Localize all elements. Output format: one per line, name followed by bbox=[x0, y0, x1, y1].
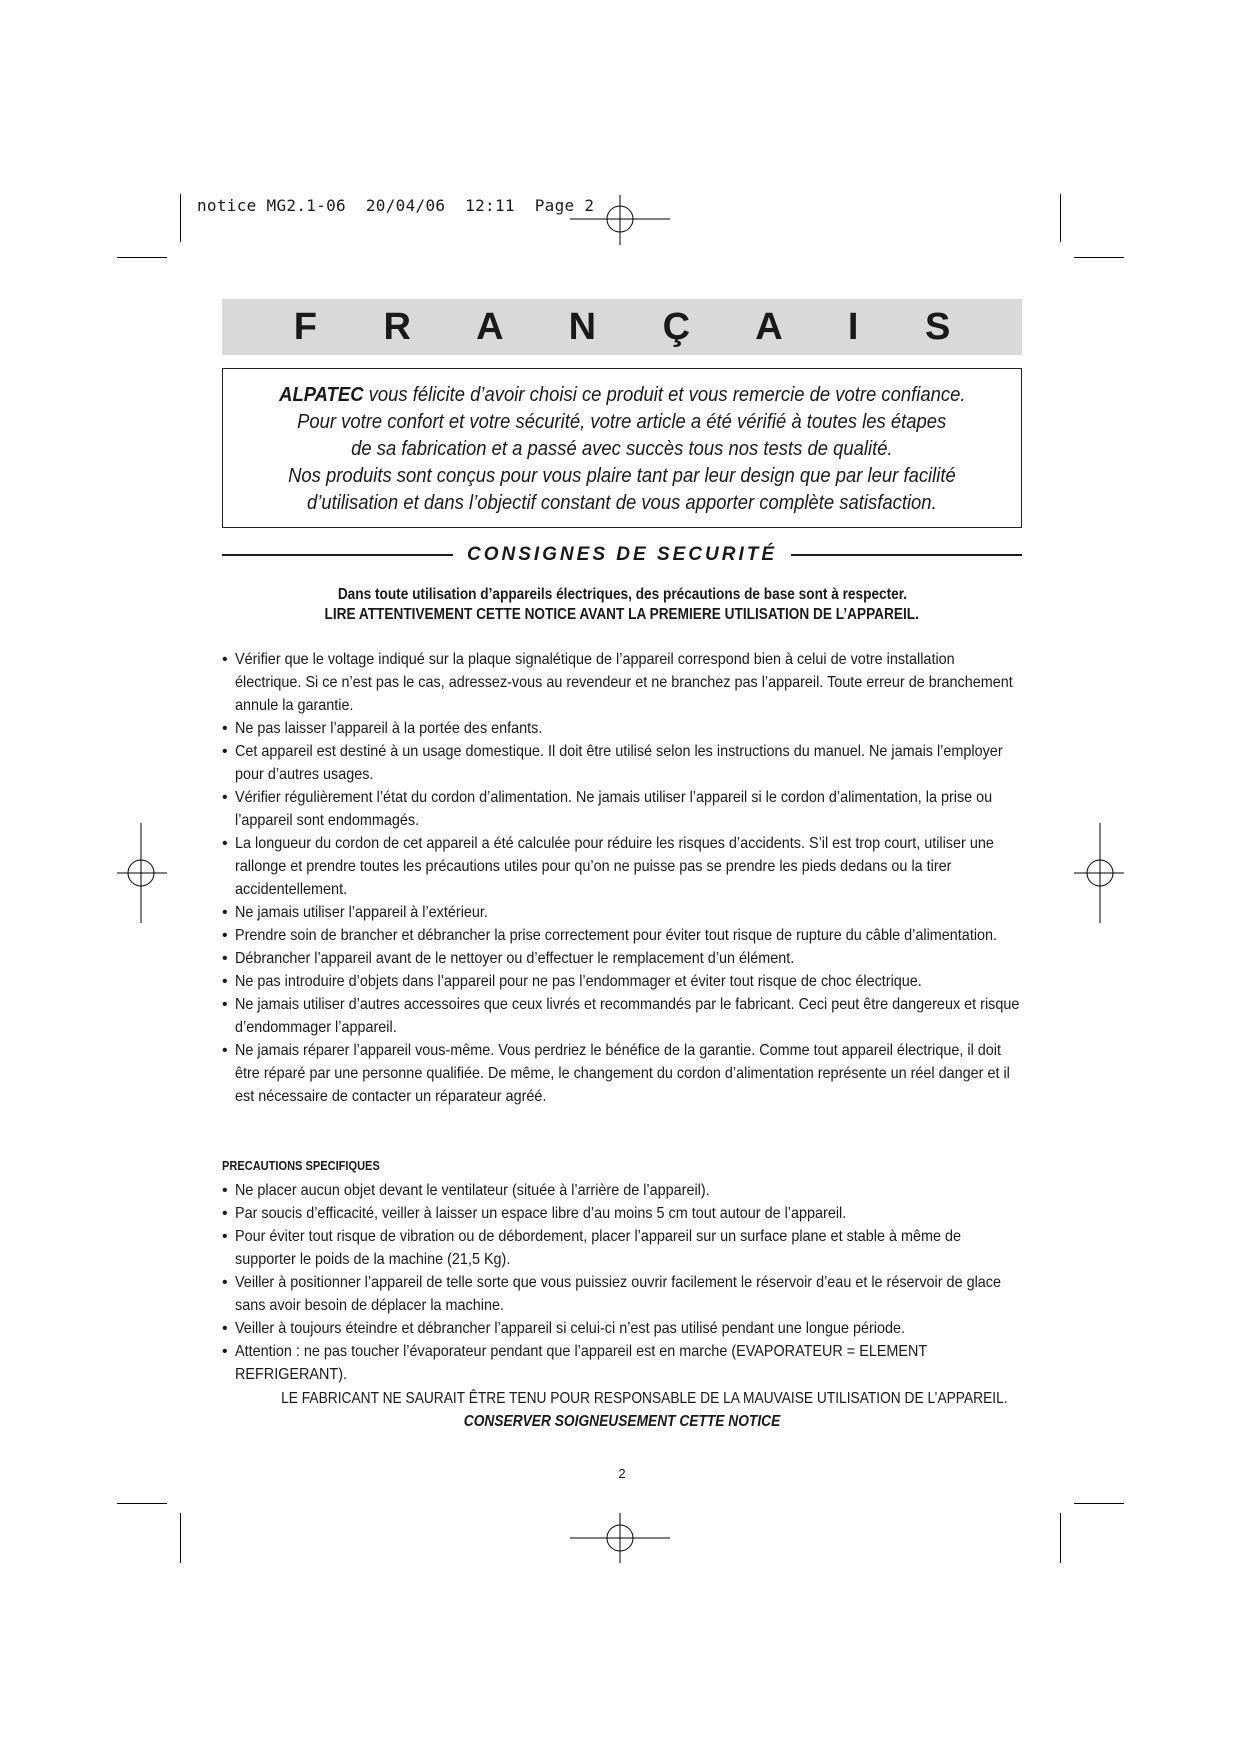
specific-precautions bbox=[222, 1154, 1022, 1386]
list-item: • Attention : ne pas toucher l’évaporateur pendant que l’appareil est en marche (EVAPORATEUR = ELEMENT REFRIGERANT). bbox=[222, 1340, 1022, 1386]
lead-text: LIRE ATTENTIVEMENT CETTE NOTICE AVANT LA PREMIERE UTILISATION DE L’APPAREIL. bbox=[324, 606, 920, 623]
list-item: • Ne placer aucun objet devant le ventilateur (située à l’arrière de l’appareil). bbox=[222, 1179, 1022, 1202]
specific-title: PRECAUTIONS SPECIFIQUES bbox=[222, 1158, 380, 1173]
keep-notice: CONSERVER SOIGNEUSEMENT CETTE NOTICE bbox=[463, 1413, 781, 1430]
language-title-bar bbox=[222, 299, 1022, 355]
section-heading bbox=[222, 540, 1022, 570]
crop-mark bbox=[1074, 257, 1124, 258]
crop-mark bbox=[180, 194, 181, 242]
divider bbox=[222, 554, 453, 556]
intro-line: de sa fabrication et a passé avec succès tous nos tests de qualité. bbox=[351, 436, 893, 460]
print-slug: notice MG2.1-06 20/04/06 12:11 Page 2 bbox=[197, 196, 595, 215]
registration-mark-right bbox=[1074, 823, 1124, 923]
page-title: F R A N Ç A I S bbox=[293, 305, 979, 348]
disclaimer: LE FABRICANT NE SAURAIT ÊTRE TENU POUR RESPONSABLE DE LA MAUVAISE UTILISATION DE L’APPAREIL. bbox=[281, 1390, 1008, 1407]
list-item: • Prendre soin de brancher et débrancher la prise correctement pour éviter tout risque de rupture du câble d’alimentation. bbox=[222, 924, 1022, 947]
lead-line bbox=[222, 586, 1022, 604]
list-item: • Débrancher l’appareil avant de le nettoyer ou d’effectuer le remplacement d’un élément. bbox=[222, 947, 1022, 970]
list-item: • Ne jamais utiliser d’autres accessoires que ceux livrés et recommandés par le fabricant. Ceci peut être dangereux et risque d’endommager l’appareil. bbox=[222, 993, 1022, 1039]
list-item: • Ne pas introduire d’objets dans l’appareil pour ne pas l’endommager et éviter tout risque de choc électrique. bbox=[222, 970, 1022, 993]
list-item: • Ne jamais utiliser l’appareil à l’extérieur. bbox=[222, 901, 1022, 924]
list-item: • La longueur du cordon de cet appareil a été calculée pour réduire les risques d’accidents. S’il est trop court, utiliser une rallonge et prendre toutes les précautions utiles pour qu’on ne puisse pas se prendre les pieds dedans ou la tirer accidentellement. bbox=[222, 832, 1022, 901]
brand-name: ALPATEC bbox=[278, 382, 364, 406]
registration-mark-top bbox=[570, 195, 670, 245]
crop-mark bbox=[117, 1503, 167, 1504]
list-item: • Cet appareil est destiné à un usage domestique. Il doit être utilisé selon les instructions du manuel. Ne jamais l’employer pour d’autres usages. bbox=[222, 740, 1022, 786]
intro-text: vous félicite d’avoir choisi ce produit et vous remercie de votre confiance. bbox=[363, 382, 966, 406]
intro-box bbox=[222, 368, 1022, 528]
intro-line: d’utilisation et dans l’objectif constant de vous apporter complète satisfaction. bbox=[307, 490, 937, 514]
list-item: • Pour éviter tout risque de vibration ou de débordement, placer l’appareil sur un surface plane et stable à même de supporter le poids de la machine (21,5 Kg). bbox=[222, 1225, 1022, 1271]
list-item: • Vérifier que le voltage indiqué sur la plaque signalétique de l’appareil correspond bien à celui de votre installation électrique. Si ce n’est pas le cas, adressez-vous au revendeur et ne branchez pas l’appareil. Toute erreur de branchement annule la garantie. bbox=[222, 648, 1022, 717]
registration-mark-left bbox=[117, 823, 167, 923]
crop-mark bbox=[1074, 1503, 1124, 1504]
lead-line bbox=[222, 606, 1022, 624]
intro-line: Nos produits sont conçus pour vous plaire tant par leur design que par leur facilité bbox=[288, 463, 956, 487]
safety-list bbox=[222, 648, 1022, 1108]
lead-text: Dans toute utilisation d’appareils électriques, des précautions de base sont à respecter. bbox=[337, 586, 907, 603]
list-item: • Ne jamais réparer l’appareil vous-même. Vous perdriez le bénéfice de la garantie. Comme tout appareil électrique, il doit être réparé par une personne qualifiée. De même, le changement du cordon d’alimentation représente un réel danger et il est nécessaire de contacter un réparateur agréé. bbox=[222, 1039, 1022, 1108]
crop-mark bbox=[117, 257, 167, 258]
crop-mark bbox=[180, 1513, 181, 1563]
crop-mark bbox=[1060, 1513, 1061, 1563]
divider bbox=[791, 554, 1022, 556]
intro-line bbox=[279, 381, 965, 408]
list-item: • Veiller à positionner l’appareil de telle sorte que vous puissiez ouvrir facilement le réservoir d’eau et le réservoir de glace sans avoir besoin de déplacer la machine. bbox=[222, 1271, 1022, 1317]
list-item: • Vérifier régulièrement l’état du cordon d’alimentation. Ne jamais utiliser l’appareil si le cordon d’alimentation, la prise ou l’appareil sont endommagés. bbox=[222, 786, 1022, 832]
list-item: • Veiller à toujours éteindre et débrancher l’appareil si celui-ci n’est pas utilisé pendant une longue période. bbox=[222, 1317, 1022, 1340]
list-item: • Ne pas laisser l’appareil à la portée des enfants. bbox=[222, 717, 1022, 740]
crop-mark bbox=[1060, 194, 1061, 242]
intro-line: Pour votre confort et votre sécurité, votre article a été vérifié à toutes les étapes bbox=[297, 409, 947, 433]
page-number: 2 bbox=[618, 1466, 626, 1481]
list-item: • Par soucis d’efficacité, veiller à laisser un espace libre d’au moins 5 cm tout autour de l’appareil. bbox=[222, 1202, 1022, 1225]
registration-mark-bottom bbox=[570, 1513, 670, 1563]
section-title: CONSIGNES DE SECURITÉ bbox=[466, 544, 778, 565]
